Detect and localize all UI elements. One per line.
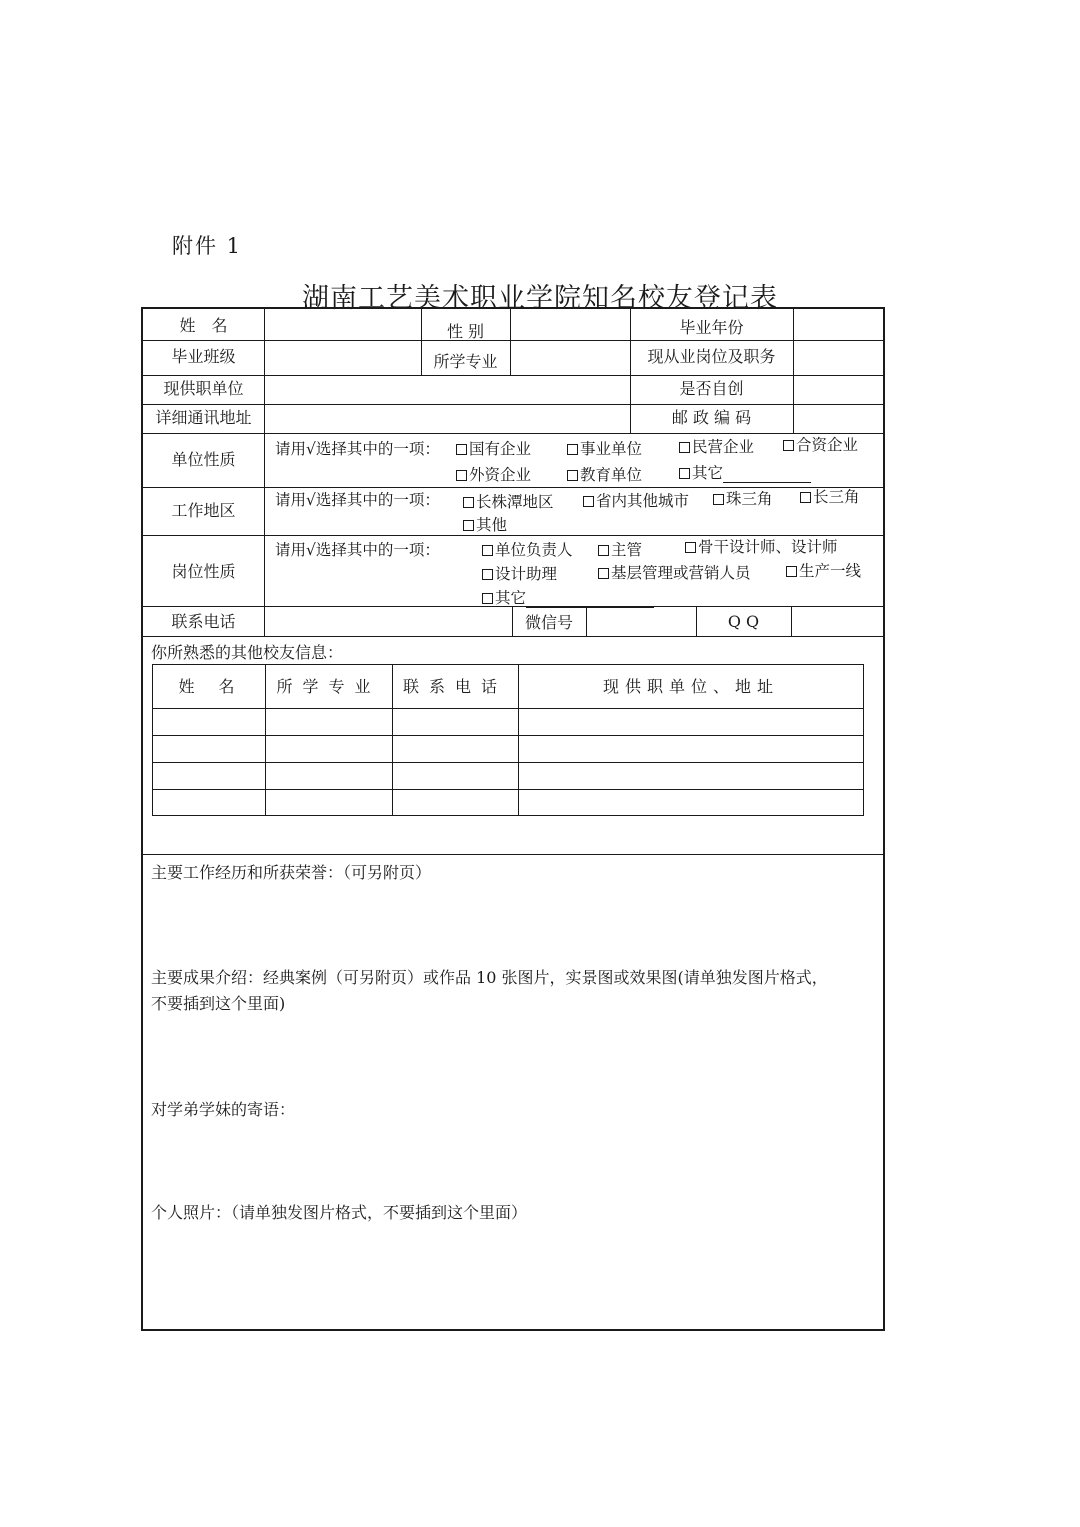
post-option[interactable]: 单位负责人 <box>482 540 573 560</box>
unit-type-option[interactable]: 民营企业 <box>679 437 754 457</box>
column-divider <box>264 309 265 636</box>
column-divider <box>586 606 587 636</box>
unit-type-prompt: 请用√选择其中的一项： <box>275 440 440 458</box>
region-option[interactable]: 珠三角 <box>713 489 773 509</box>
column-header: 现供职单位、地址 <box>602 677 779 696</box>
row-divider <box>141 404 885 405</box>
row-divider <box>141 340 885 341</box>
name-label: 姓 名 <box>179 316 228 335</box>
checkbox-icon <box>567 470 578 481</box>
checkbox-icon <box>463 520 474 531</box>
wechat-field[interactable] <box>588 608 695 635</box>
phone-label: 联系电话 <box>171 612 236 631</box>
checkbox-icon <box>679 442 690 453</box>
post-prompt: 请用√选择其中的一项： <box>275 541 440 559</box>
grad-year-field[interactable] <box>795 311 883 339</box>
unit-type-option[interactable]: 事业单位 <box>567 439 642 459</box>
other-blank[interactable] <box>526 591 654 608</box>
row-divider <box>141 535 885 536</box>
name-field[interactable] <box>266 311 420 339</box>
column-header: 姓 名 <box>178 677 239 696</box>
post-option[interactable]: 生产一线 <box>786 561 861 581</box>
major-field[interactable] <box>512 342 629 374</box>
postcode-field[interactable] <box>795 406 883 432</box>
phone-field[interactable] <box>266 608 511 635</box>
employer-field[interactable] <box>266 377 629 403</box>
table-row <box>152 708 864 709</box>
checkbox-icon <box>598 545 609 556</box>
photo-section: 个人照片：（请单独发图片格式，不要插到这个里面） <box>151 1203 528 1222</box>
grad-class-field[interactable] <box>266 342 420 374</box>
unit-type-option[interactable]: 其它 <box>679 463 811 483</box>
postcode-label: 邮 政 编 码 <box>671 408 752 427</box>
column-header: 联系电话 <box>402 677 507 696</box>
post-option[interactable]: 设计助理 <box>482 564 557 584</box>
checkbox-icon <box>679 468 690 479</box>
row-divider <box>141 854 885 855</box>
table-row <box>152 762 864 763</box>
current-post-label: 现从业岗位及职务 <box>647 347 776 366</box>
form-title: 湖南工艺美术职业学院知名校友登记表 <box>302 283 778 314</box>
other-alumni-label: 你所熟悉的其他校友信息： <box>151 643 344 662</box>
row-divider <box>141 375 885 376</box>
checkbox-icon <box>456 444 467 455</box>
unit-type-option[interactable]: 国有企业 <box>456 439 531 459</box>
unit-type-label: 单位性质 <box>171 450 236 469</box>
checkbox-icon <box>583 496 594 507</box>
region-option[interactable]: 其他 <box>463 515 507 535</box>
column-divider <box>510 309 511 375</box>
column-header: 所学专业 <box>276 677 381 696</box>
region-prompt: 请用√选择其中的一项： <box>275 491 440 509</box>
region-option[interactable]: 长株潭地区 <box>463 492 554 512</box>
checkbox-icon <box>800 492 811 503</box>
employer-label: 现供职单位 <box>163 379 244 398</box>
address-label: 详细通讯地址 <box>155 408 252 427</box>
checkbox-icon <box>482 545 493 556</box>
unit-type-option[interactable]: 外资企业 <box>456 465 531 485</box>
post-type-label: 岗位性质 <box>171 562 236 581</box>
row-divider <box>141 433 885 434</box>
self-startup-field[interactable] <box>795 377 883 403</box>
checkbox-icon <box>783 440 794 451</box>
checkbox-icon <box>482 569 493 580</box>
work-region-label: 工作地区 <box>171 501 236 520</box>
major-label: 所学专业 <box>433 352 498 371</box>
checkbox-icon <box>482 593 493 604</box>
qq-field[interactable] <box>793 608 883 635</box>
row-divider <box>141 487 885 488</box>
wechat-label: 微信号 <box>524 613 573 632</box>
unit-type-option[interactable]: 教育单位 <box>567 465 642 485</box>
post-option[interactable]: 基层管理或营销人员 <box>598 563 751 583</box>
table-row <box>152 735 864 736</box>
other-blank[interactable] <box>723 466 811 483</box>
checkbox-icon <box>463 497 474 508</box>
gender-field[interactable] <box>512 311 629 339</box>
column-divider <box>793 309 794 433</box>
row-divider <box>141 636 885 637</box>
grad-year-label: 毕业年份 <box>679 318 744 337</box>
attachment-label: 附件 1 <box>172 234 243 258</box>
gender-label: 性 别 <box>446 322 485 341</box>
address-field[interactable] <box>266 406 629 432</box>
post-option[interactable]: 主管 <box>598 540 642 560</box>
current-post-field[interactable] <box>795 342 883 374</box>
table-row <box>152 789 864 790</box>
region-option[interactable]: 长三角 <box>800 487 860 507</box>
qq-label: Q Q <box>727 612 760 631</box>
post-option[interactable]: 其它 <box>482 588 654 608</box>
checkbox-icon <box>598 568 609 579</box>
unit-type-option[interactable]: 合资企业 <box>783 435 858 455</box>
column-divider <box>791 606 792 636</box>
achievements-section: 主要成果介绍：经典案例（可另附页）或作品 10 张图片，实景图或效果图(请单独发图片格式， <box>151 968 828 987</box>
checkbox-icon <box>685 542 696 553</box>
checkbox-icon <box>713 494 724 505</box>
self-startup-label: 是否自创 <box>679 379 744 398</box>
post-option[interactable]: 骨干设计师、设计师 <box>685 537 838 557</box>
checkbox-icon <box>786 566 797 577</box>
region-option[interactable]: 省内其他城市 <box>583 491 689 511</box>
checkbox-icon <box>456 470 467 481</box>
message-section: 对学弟学妹的寄语： <box>151 1100 296 1119</box>
checkbox-icon <box>567 444 578 455</box>
grad-class-label: 毕业班级 <box>171 347 236 366</box>
achievements-section-cont: 不要插到这个里面) <box>151 994 286 1013</box>
experience-section: 主要工作经历和所获荣誉：（可另附页） <box>151 863 432 882</box>
